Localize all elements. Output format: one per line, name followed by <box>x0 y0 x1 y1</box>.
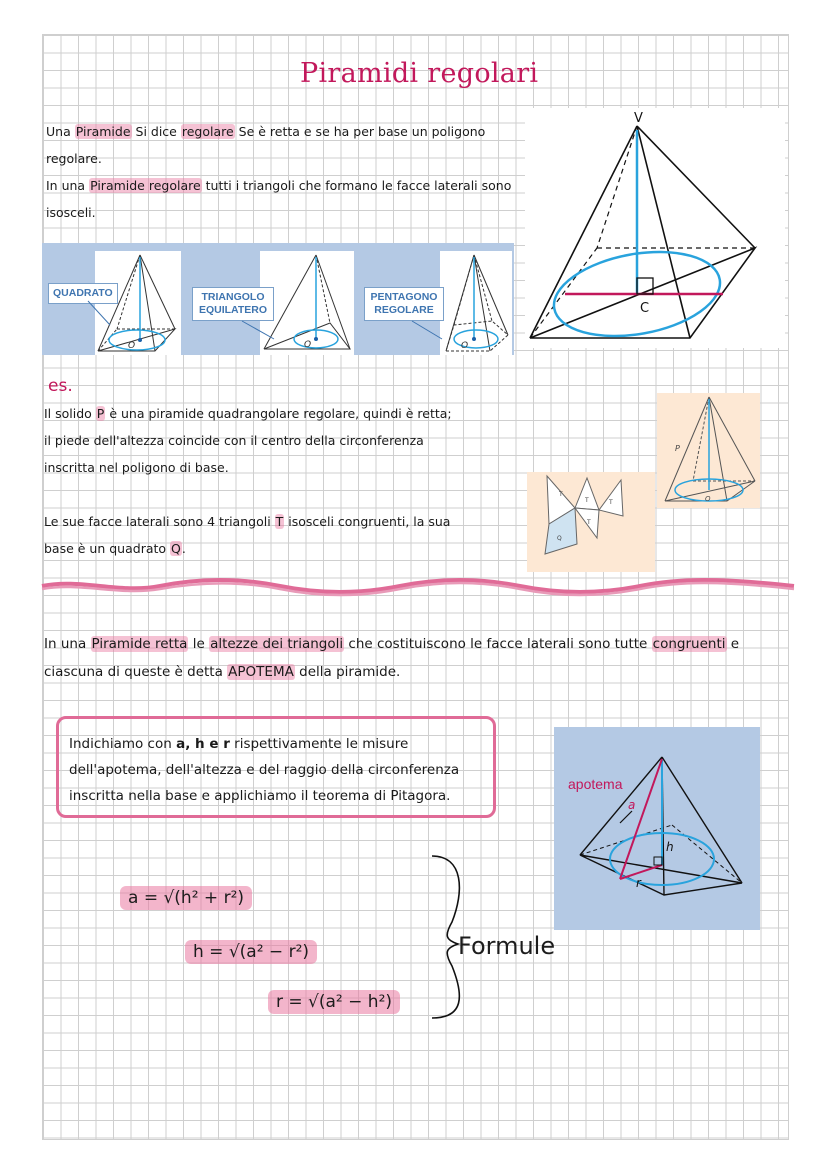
center-o-label: O <box>461 341 469 351</box>
o-label: O <box>705 495 711 503</box>
page-title: Piramidi regolari <box>300 58 539 89</box>
a-label: a <box>628 798 636 812</box>
pyramid-net-figure <box>527 472 655 572</box>
highlight: P <box>96 406 105 421</box>
label-triangolo-equilatero: TRIANGOLO EQUILATERO <box>192 287 274 321</box>
highlight: Piramide regolare <box>90 178 201 193</box>
base-types-banner <box>42 243 514 355</box>
apotema-diagram <box>554 727 760 930</box>
highlight: congruenti <box>652 636 726 652</box>
regular-pyramid-figure <box>525 108 785 348</box>
formule-label: Formule <box>458 932 556 960</box>
net-diagram <box>527 472 655 572</box>
label-quadrato: QUADRATO <box>48 283 118 304</box>
center-label: C <box>640 301 650 316</box>
wavy-separator <box>40 576 796 600</box>
pyramid-diagram <box>525 108 785 348</box>
example-label: es. <box>48 376 73 396</box>
highlight: T <box>275 514 284 529</box>
vertex-label: V <box>634 111 643 126</box>
center-o-label: O <box>128 341 136 351</box>
example-text: Il solido P è una piramide quadrangolare regolare, quindi è retta; il piede dell'altezza coincide con il centro della circonferenza inscritta nel poligono di base. Le sue facce laterali sono 4 triangoli T isosceli congruenti, la sua base è un quadrato Q. <box>44 406 452 556</box>
t-label: T <box>609 499 613 506</box>
formula-r: r = √(a² − h²) <box>268 990 400 1014</box>
solid-p-diagram <box>657 393 760 508</box>
apotema-figure <box>554 727 760 930</box>
apotema-label: apotema <box>568 776 623 792</box>
p-label: P <box>675 444 680 453</box>
formula-a: a = √(h² + r²) <box>120 886 252 910</box>
highlight: Piramide <box>75 124 131 139</box>
q-label: Q <box>557 535 562 542</box>
highlight: regolare <box>181 124 234 139</box>
label-arrows <box>42 243 514 355</box>
r-label: r <box>636 876 641 890</box>
apotema-definition: In una Piramide retta le altezze dei triangoli che costituiscono le facce laterali sono tutte congruenti e ciascuna di queste è detta APOTEMA della piramide. <box>44 636 740 680</box>
t-label: T <box>585 497 589 504</box>
highlight: APOTEMA <box>228 664 294 680</box>
highlight: Piramide retta <box>91 636 188 652</box>
center-o-label: O <box>304 340 312 350</box>
solid-p-figure <box>657 393 760 508</box>
intro-text: Una Piramide Si dice regolare Se è retta e se ha per base un poligono regolare. In una Piramide regolare tutti i triangoli che formano le facce laterali sono isosceli. <box>46 124 512 220</box>
highlight: Q <box>171 541 181 556</box>
t-label: T <box>587 519 591 526</box>
highlight: altezze dei triangoli <box>210 636 344 652</box>
label-pentagono-regolare: PENTAGONO REGOLARE <box>364 287 444 321</box>
h-label: h <box>666 840 674 854</box>
t-label: T <box>559 491 563 498</box>
pythagoras-note-box: Indichiamo con a, h e r rispettivamente le misure dell'apotema, dell'altezza e del raggio della circonferenza inscritta nella base e applichiamo il teorema di Pitagora. <box>56 716 496 818</box>
formula-h: h = √(a² − r²) <box>185 940 317 964</box>
